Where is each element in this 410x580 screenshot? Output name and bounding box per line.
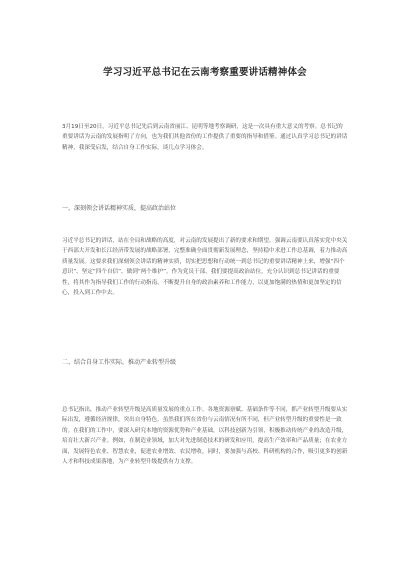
section-heading-2: 二、结合自身工作实际，推动产业转型升级	[62, 359, 177, 366]
intro-paragraph: 3月19日至20日，习近平总书记先后到云南省丽江、昆明等地考察调研，这是一次具有重大意义的考察。总书记的重要讲话为云南的发展指明了方向，也为我们其他省份的工作提供了重要的指导和借鉴。通过认真学习总书记的讲话精神，我深受启发，结合自身工作实际，谈几点学习体会。	[62, 124, 348, 151]
section-heading-1: 一、深刻领会讲话精神实质，提高政治站位	[62, 205, 177, 212]
section-body-2: 总书记指出，推动产业转型升级是高质量发展的重点工作。各地资源禀赋、基础条件等不同，抓产业转型升级要从实际出发，遵循经济规律，突出自身特色。虽然我们所在省份与云南情况有所不同，但产业转型升级的重要性是一致的。在我们的工作中，要深入研究本地的资源优势和产业基础，以科技创新为引领，积极推动传统产业的改造升级，培育壮大新兴产业。例如，在制造业领域，加大对先进制造技术的研发和应用，提高生产效率和产品质量；在农业方面，发展特色农业、智慧农业，促进农业增效、农民增收。同时，要加强与高校、科研机构的合作，吸引更多的创新人才和科技成果落地，为产业转型升级提供有力支撑。	[62, 407, 348, 466]
section-body-1: 习近平总书记的讲话，站在全局和战略的高度，对云南的发展提出了新的要求和期望。强调云南要认真落实党中央关于西部大开发和长江经济带发展的战略部署，完整准确全面贯彻新发展理念，坚持稳中求进工作总基调，着力推动高质量发展。这要求我们深刻领会讲话的精神实质，切实把思想和行动统一到总书记的重要讲话精神上来，增强“四个意识”、坚定“四个自信”、做到“两个维护”。作为党员干部，我们要提高政治站位，充分认识到总书记讲话的重要性，将其作为指导我们工作的行动指南，不断提升自身的政治素养和工作能力，以更加饱满的热情和更加坚定的信心，投入到工作中去。	[62, 238, 348, 297]
document-title: 学习习近平总书记在云南考察重要讲话精神体会	[103, 67, 307, 78]
